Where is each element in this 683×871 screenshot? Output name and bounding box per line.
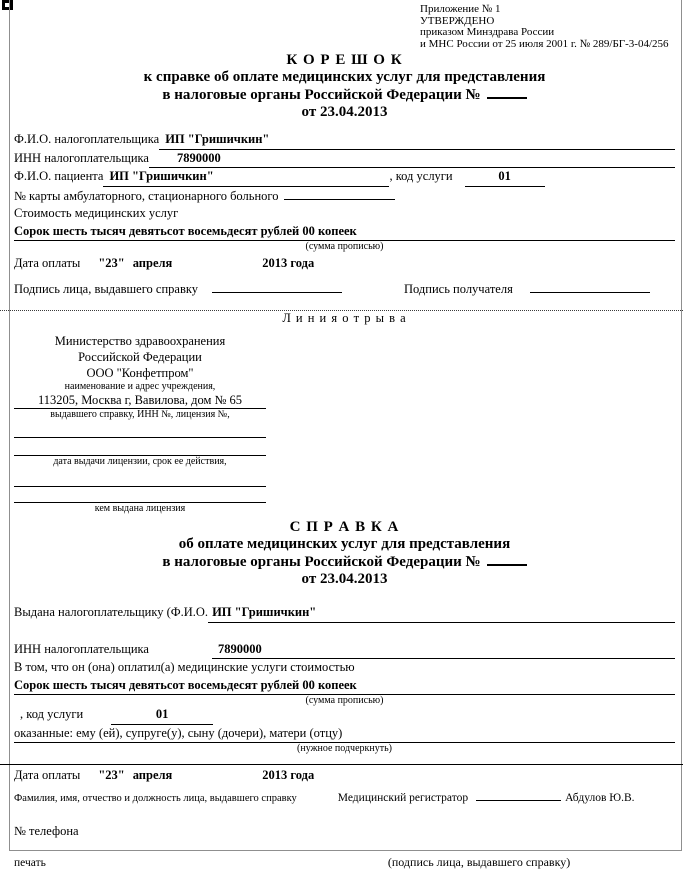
koreshok-subtitle	[14, 86, 675, 104]
field-label: Ф.И.О. пациента	[14, 169, 104, 183]
koreshok-subtitle-text: в налоговые органы Российской Федерации №	[162, 87, 481, 103]
field-service-code	[14, 706, 675, 725]
cost-in-words-value: Сорок шесть тысяч девятьсот восемьдесят рублей 00 копеек	[14, 677, 675, 696]
institution-hint: наименование и адрес учреждения,	[64, 381, 216, 392]
paid-statement	[14, 659, 675, 677]
registrar-row	[14, 790, 675, 807]
institution-block	[14, 333, 266, 514]
payment-day-value: "23"	[98, 768, 125, 782]
field-value: 7890000	[149, 150, 675, 169]
license-blank-line	[14, 487, 266, 503]
license-blank-line	[14, 438, 266, 456]
cost-hint: (сумма прописью)	[305, 241, 384, 252]
cost-in-words-value: Сорок шесть тысяч девятьсот восемьдесят рублей 00 копеек	[14, 223, 675, 242]
certificate-number-blank	[487, 86, 527, 99]
approval-line: УТВЕРЖДЕНО	[420, 14, 495, 27]
payment-month-value: апреля	[132, 256, 173, 270]
field-value: 7890000	[212, 641, 675, 660]
koreshok-title: К О Р Е Ш О К	[286, 52, 403, 68]
recipient-signature-blank	[530, 280, 650, 293]
approval-line: и МНС России от 25 июля 2001 г. № 289/БГ-3-04/256	[420, 37, 669, 50]
approval-line: приказом Минздрава России	[420, 26, 555, 38]
field-value: ИП "Гришичкин"	[208, 604, 675, 623]
field-inn	[14, 641, 675, 660]
spravka-subtitle-text: в налоговые органы Российской Федерации №	[162, 554, 481, 570]
koreshok-title-block	[14, 52, 675, 121]
field-payment-date	[14, 255, 675, 273]
field-value: ИП "Гришичкин"	[103, 168, 389, 187]
institution-hint: кем выдана лицензия	[94, 503, 186, 514]
field-card-number	[14, 187, 675, 206]
institution-name-line: Министерство здравоохранения	[54, 334, 226, 348]
registrar-signature-blank	[476, 790, 561, 801]
field-cost-label	[14, 205, 675, 223]
phone-label: № телефона	[14, 823, 79, 838]
spravka-title: С П Р А В К А	[289, 519, 400, 535]
approval-line: Приложение № 1	[420, 3, 501, 15]
payment-day-value: "23"	[98, 256, 125, 270]
field-payment-date	[14, 767, 675, 785]
payment-month-value: апреля	[132, 768, 173, 782]
field-label: Стоимость медицинских услуг	[14, 206, 179, 220]
field-label: Выдана налогоплательщику (Ф.И.О.	[14, 605, 209, 619]
institution-address: 113205, Москва г, Вавилова, дом № 65	[14, 392, 266, 409]
tear-line-label: Л и н и я о т р ы в а	[282, 311, 407, 325]
service-code-value: 01	[111, 706, 213, 725]
certificate-number-blank	[487, 553, 527, 566]
registrar-name: Абдулов Ю.В.	[565, 791, 635, 804]
corner-marker-icon	[2, 0, 13, 10]
field-patient-name	[14, 168, 675, 187]
field-taxpayer-inn	[14, 150, 675, 169]
field-cost-words	[14, 223, 675, 242]
payment-year-value: 2013 года	[262, 256, 315, 270]
recipient-signature-label: Подпись получателя	[404, 281, 513, 296]
registrar-label: Медицинский регистратор	[337, 791, 469, 804]
issuer-person-label: Фамилия, имя, отчество и должность лица, выдавшего справку	[14, 792, 297, 804]
rendered-to-row	[14, 725, 675, 744]
cost-hint: (сумма прописью)	[305, 695, 384, 706]
field-label: , код услуги	[20, 707, 84, 721]
payment-year-value: 2013 года	[262, 768, 315, 782]
rendered-to-text: оказанные: ему (ей), супруге(у), сыну (дочери), матери (отцу)	[14, 725, 675, 744]
issuer-signature-label: Подпись лица, выдавшего справку	[14, 281, 199, 296]
signature-hint: (подпись лица, выдавшего справку)	[387, 855, 571, 869]
institution-name-line: Российской Федерации	[78, 350, 202, 364]
issuer-signature-blank	[212, 280, 342, 293]
koreshok-date: от 23.04.2013	[301, 104, 388, 120]
field-label: Ф.И.О. налогоплательщика	[14, 132, 160, 146]
field-label: № карты амбулаторного, стационарного больного	[14, 188, 279, 203]
institution-hint: дата выдачи лицензии, срок ее действия,	[53, 456, 227, 467]
field-label: Дата оплаты	[14, 768, 81, 782]
card-number-blank	[284, 187, 395, 200]
institution-name-line: ООО "Конфетпром"	[86, 366, 194, 380]
spravka-subtitle	[14, 553, 675, 571]
stamp-row	[14, 854, 675, 871]
field-label: ИНН налогоплательщика	[14, 150, 149, 165]
phone-row	[14, 823, 675, 841]
field-label: ИНН налогоплательщика	[14, 641, 149, 656]
spravka-date: от 23.04.2013	[301, 571, 388, 587]
license-blank-line	[14, 420, 266, 438]
field-label: Дата оплаты	[14, 256, 81, 270]
field-taxpayer-name	[14, 131, 675, 150]
document-content	[14, 0, 675, 871]
koreshok-subtitle: к справке об оплате медицинских услуг для представления	[143, 69, 546, 85]
spravka-subtitle: об оплате медицинских услуг для представления	[178, 536, 511, 552]
spravka-title-block	[14, 519, 675, 588]
field-value: ИП "Гришичкин"	[159, 131, 675, 150]
stamp-label: печать	[14, 857, 46, 869]
underline-hint: (нужное подчеркнуть)	[297, 743, 392, 754]
service-code-value: 01	[465, 168, 545, 187]
section-divider	[0, 764, 683, 765]
field-cost-words	[14, 677, 675, 696]
signature-row	[14, 280, 675, 299]
institution-hint: выдавшего справку, ИНН №, лицензия №,	[50, 409, 230, 420]
license-blank-line	[14, 467, 266, 487]
field-issued-to	[14, 604, 675, 623]
field-label: В том, что он (она) оплатил(а) медицинские услуги стоимостью	[14, 660, 355, 674]
field-label: , код услуги	[389, 169, 453, 183]
approval-block	[420, 0, 675, 50]
